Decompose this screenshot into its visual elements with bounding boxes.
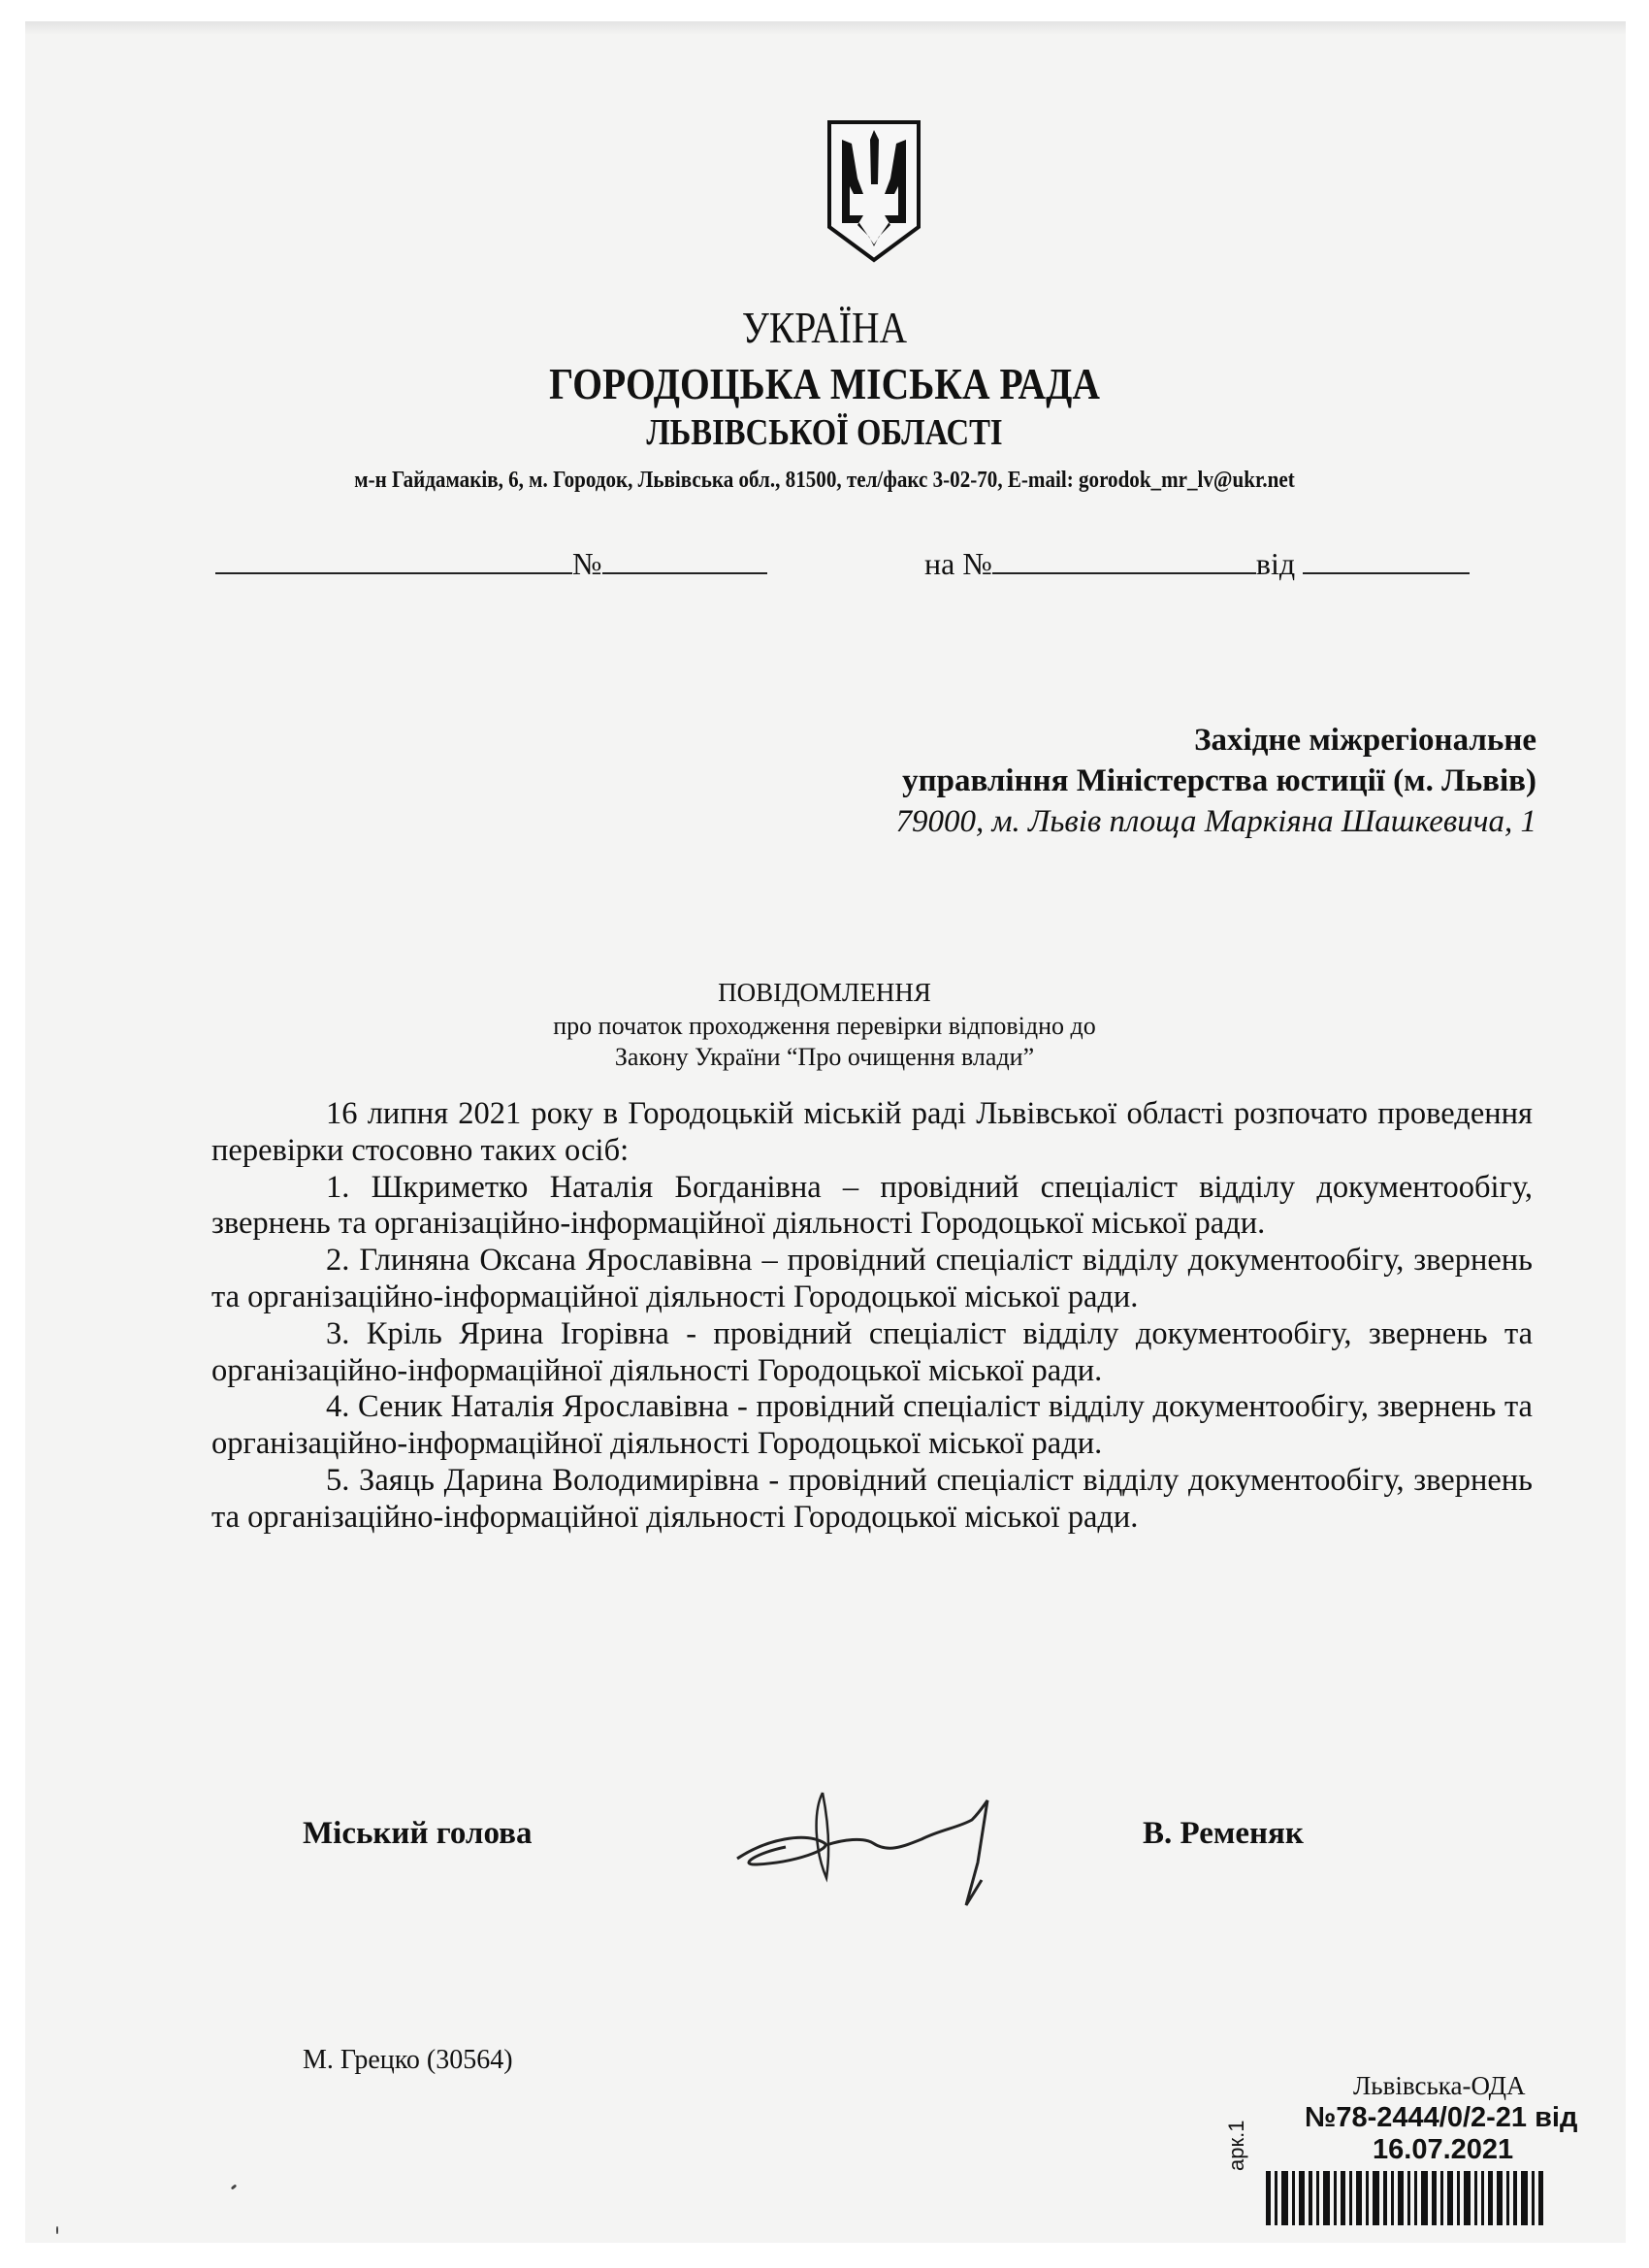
letterhead-address: м-н Гайдамаків, 6, м. Городок, Львівська обл., 81500, тел/факс 3-02-70, E-mail: gorodok_mr_lv@ukr.net [354, 467, 1295, 493]
person-item-5: 5. Заяць Дарина Володимирівна - провідний спеціаліст відділу документообігу, звернень та організаційно-інформаційної діяльності Городоцької міської ради. [211, 1462, 1533, 1535]
number-sign: № [572, 546, 602, 581]
handwritten-signature-icon [718, 1783, 1067, 1919]
recipient-address: 79000, м. Львів площа Маркіяна Шашкевича, 1 [895, 804, 1536, 839]
stamp-organization: Львівська-ОДА [1353, 2071, 1526, 2100]
reply-date-blank [1303, 543, 1470, 574]
person-item-4: 4. Сеник Наталія Ярославівна - провідний спеціаліст відділу документообігу, звернень та організаційно-інформаційної діяльності Городоцької міської ради. [211, 1389, 1533, 1462]
signatory-name: В. Ременяк [1143, 1816, 1304, 1851]
recipient-line-2: управління Міністерства юстиції (м. Львів) [902, 763, 1536, 798]
signatory-position: Міський голова [303, 1816, 533, 1851]
reply-to-label: на № [924, 546, 992, 581]
reply-number-blank [992, 543, 1256, 574]
notice-body [211, 1096, 1533, 1537]
notice-title: ПОВІДОМЛЕННЯ [718, 978, 931, 1007]
executor-note: М. Грецко (30564) [303, 2045, 513, 2075]
stamp-registration-number: №78-2444/0/2-21 від [1305, 2102, 1578, 2133]
recipient-line-1: Західне міжрегіональне [1194, 723, 1536, 758]
letterhead-oblast: ЛЬВІВСЬКОЇ ОБЛАСТІ [646, 412, 1003, 453]
letterhead-country: УКРАЇНА [741, 303, 908, 352]
letterhead-council: ГОРОДОЦЬКА МІСЬКА РАДА [549, 359, 1100, 408]
person-item-3: 3. Кріль Ярина Ігорівна - провідний спеціаліст відділу документообігу, звернень та організаційно-інформаційної діяльності Городоцької міської ради. [211, 1315, 1533, 1388]
outgoing-number-blank [602, 543, 767, 574]
intro-paragraph: 16 липня 2021 року в Городоцькій міській раді Львівської області розпочато проведення перевірки стосовно таких осіб: [211, 1096, 1533, 1168]
from-label: від [1255, 546, 1296, 581]
ukraine-coat-of-arms-icon [824, 118, 923, 264]
incoming-reference [924, 543, 1470, 583]
person-item-2: 2. Глиняна Оксана Ярославівна – провідний спеціаліст відділу документообігу, звернень та організаційно-інформаційної діяльності Городоцької міської ради. [211, 1243, 1533, 1314]
person-item-1: 1. Шкриметко Наталія Богданівна – провідний спеціаліст відділу документообігу, звернень та організаційно-інформаційної діяльності Городоцької міської ради. [211, 1169, 1533, 1242]
barcode-icon [1266, 2171, 1586, 2225]
outgoing-date-blank [215, 543, 572, 574]
scan-artifact [56, 2226, 58, 2234]
notice-subtitle-1: про початок проходження перевірки відповідно до [553, 1012, 1096, 1040]
stamp-date: 16.07.2021 [1373, 2134, 1514, 2165]
recipient-block [895, 720, 1536, 842]
outgoing-reference [215, 543, 767, 583]
stamp-sheet-label: арк.1 [1224, 2120, 1248, 2171]
notice-subtitle-2: Закону України “Про очищення влади” [614, 1043, 1035, 1071]
